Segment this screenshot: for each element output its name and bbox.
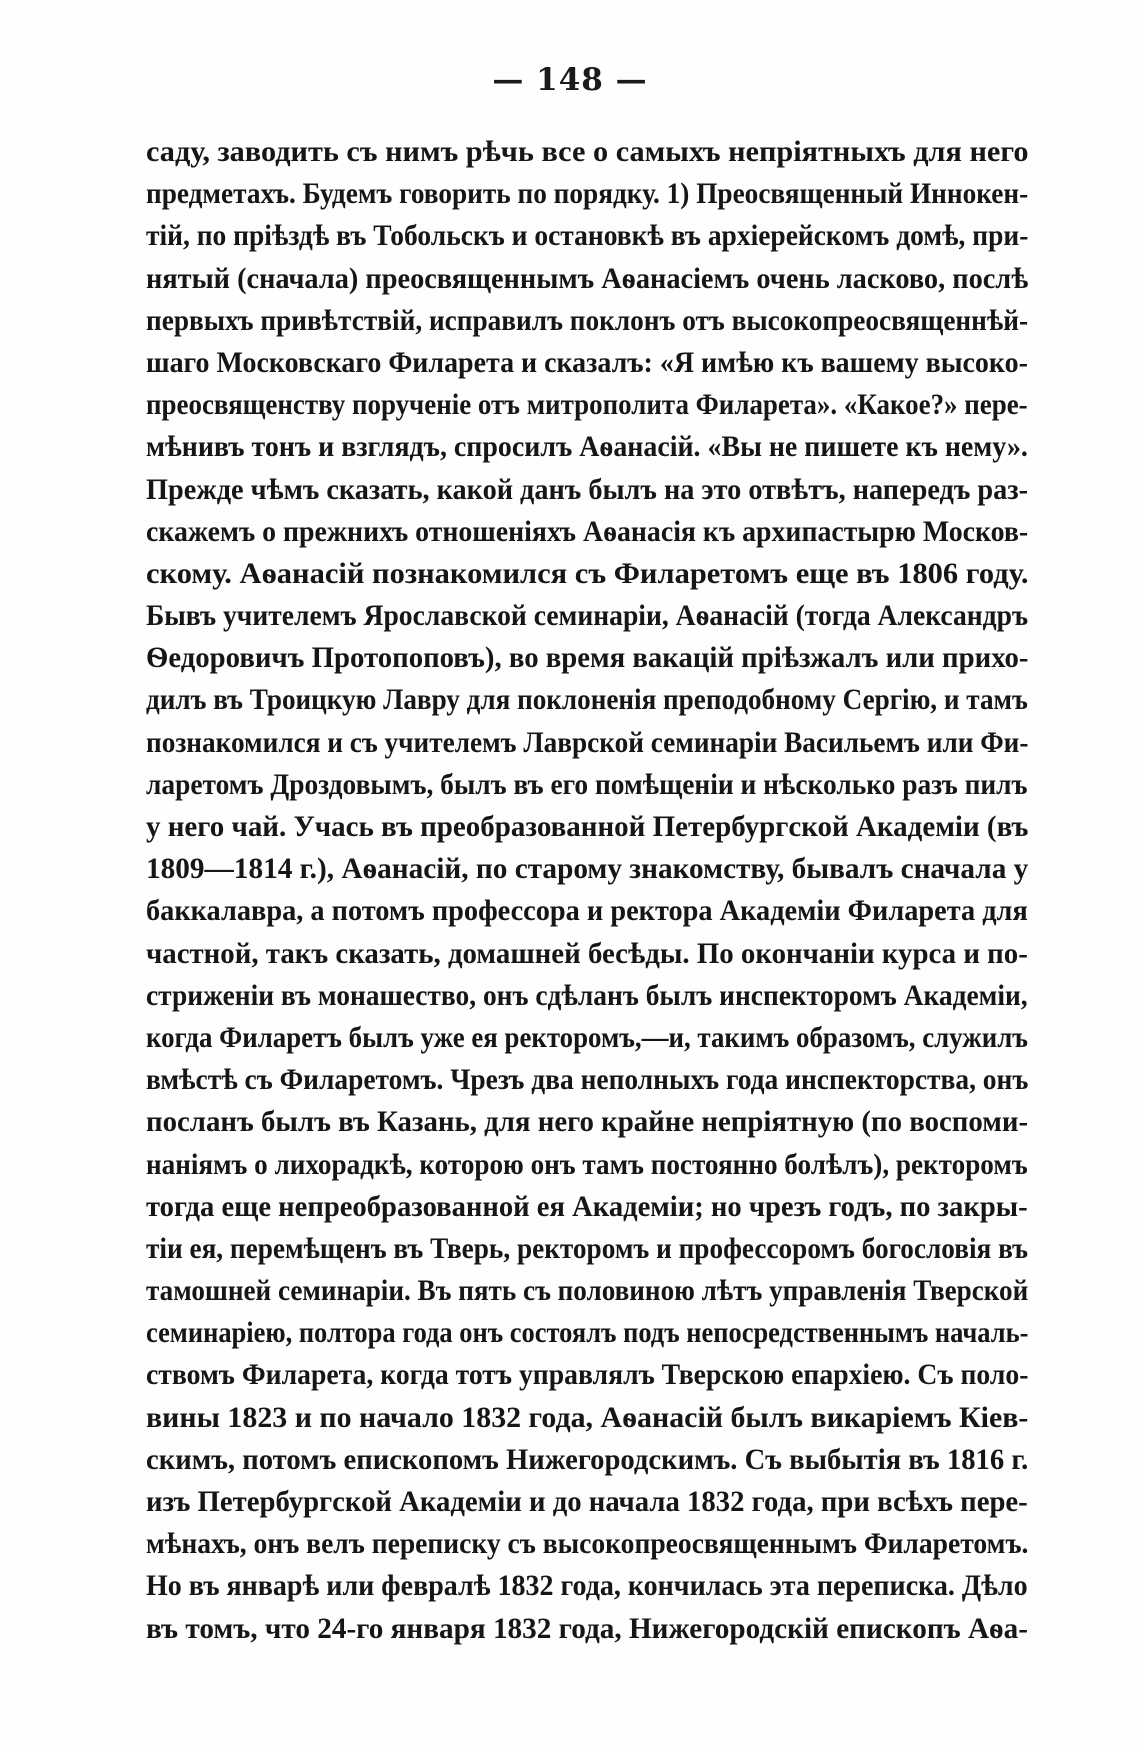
text-line: саду, заводить съ нимъ рѣчь все о самыхъ непріятныхъ для него — [146, 135, 1029, 168]
text-line: дилъ въ Троицкую Лавру для поклоненія преподобному Сергію, и тамъ — [146, 683, 1028, 717]
text-line: скажемъ о прежнихъ отношеніяхъ Аѳанасія къ архипастырю Москов- — [146, 514, 1029, 548]
text-line: мѣнахъ, онъ велъ переписку съ высокопреосвященнымъ Филаретомъ. — [146, 1527, 1029, 1561]
text-line: семинаріею, полтора года онъ состоялъ подъ непосредственнымъ началь- — [146, 1316, 1029, 1350]
body-text — [146, 131, 1028, 1650]
text-line: изъ Петербургской Академіи и до начала 1832 года, при всѣхъ пере- — [146, 1485, 1028, 1518]
text-line: познакомился и съ учителемъ Лаврской семинаріи Васильемъ или Фи- — [146, 725, 1029, 759]
text-line: стриженіи въ монашество, онъ сдѣланъ былъ инспекторомъ Академіи, — [146, 978, 1028, 1012]
text-line: нятый (сначала) преосвященнымъ Аѳанасіемъ очень ласково, послѣ — [146, 261, 1029, 295]
text-line: посланъ былъ въ Казань, для него крайне непріятную (по воспоми- — [146, 1105, 1029, 1139]
text-line: преосвященству порученіе отъ митрополита Филарета». «Какое?» пере- — [146, 388, 1028, 422]
text-line: предметахъ. Будемъ говорить по порядку. 1) Преосвященный Иннокен- — [146, 177, 1029, 211]
text-line: ларетомъ Дроздовымъ, былъ въ его помѣщеніи и нѣсколько разъ пилъ — [146, 767, 1028, 801]
text-line: наніямъ о лихорадкѣ, которою онъ тамъ постоянно болѣлъ), ректоромъ — [146, 1147, 1028, 1181]
page-number: — 148 — — [492, 62, 648, 98]
text-line: вины 1823 и по начало 1832 года, Аѳанасій былъ викаріемъ Кіев- — [146, 1400, 1029, 1434]
text-line: въ томъ, что 24-го января 1832 года, Нижегородскій епископъ Аѳа- — [146, 1611, 1028, 1645]
text-line: Ѳедоровичъ Протопоповъ), во время вакацій пріѣзжалъ или прихо- — [146, 641, 1029, 675]
text-line: 1809—1814 г.), Аѳанасій, по старому знакомству, бывалъ сначала у — [146, 852, 1029, 886]
text-line: частной, такъ сказать, домашней бесѣды. По окончаніи курса и по- — [146, 936, 1028, 970]
text-line: Но въ январѣ или февралѣ 1832 года, кончилась эта переписка. Дѣло — [146, 1569, 1028, 1603]
text-line: скимъ, потомъ епископомъ Нижегородскимъ. Съ выбытія въ 1816 г. — [146, 1442, 1029, 1476]
text-line: когда Филаретъ былъ уже ея ректоромъ,—и, такимъ образомъ, служилъ — [146, 1020, 1028, 1054]
text-line: баккалавра, а потомъ профессора и ректора Академіи Филарета для — [146, 894, 1028, 928]
text-line: тій, по пріѣздѣ въ Тобольскъ и остановкѣ въ архіерейскомъ домѣ, при- — [146, 219, 1029, 253]
text-line: шаго Московскаго Филарета и сказалъ: «Я имѣю къ вашему высоко- — [146, 345, 1028, 379]
text-line: вмѣстѣ съ Филаретомъ. Чрезъ два неполныхъ года инспекторства, онъ — [146, 1063, 1029, 1097]
text-line: Прежде чѣмъ сказать, какой данъ былъ на это отвѣтъ, напередъ раз- — [146, 472, 1029, 506]
text-line: тіи ея, перемѣщенъ въ Тверь, ректоромъ и профессоромъ богословія въ — [146, 1231, 1029, 1265]
text-line: скому. Аѳанасій познакомился съ Филаретомъ еще въ 1806 году. — [146, 556, 1029, 590]
text-line: тамошней семинаріи. Въ пять съ половиною лѣтъ управленія Тверской — [146, 1274, 1029, 1308]
text-line: у него чай. Учась въ преобразованной Петербургской Академіи (въ — [146, 810, 1029, 843]
text-line: мѣнивъ тонъ и взглядъ, спросилъ Аѳанасій. «Вы не пишете къ нему». — [146, 430, 1028, 464]
text-line: тогда еще непреобразованной ея Академіи; но чрезъ годъ, по закры- — [146, 1189, 1028, 1223]
text-line: первыхъ привѣтствій, исправилъ поклонъ отъ высокопреосвященнѣй- — [146, 303, 1029, 337]
text-line: ствомъ Филарета, когда тотъ управлялъ Тверскою епархіею. Съ поло- — [146, 1358, 1029, 1392]
text-line: Бывъ учителемъ Ярославской семинаріи, Аѳанасій (тогда Александръ — [146, 599, 1029, 633]
